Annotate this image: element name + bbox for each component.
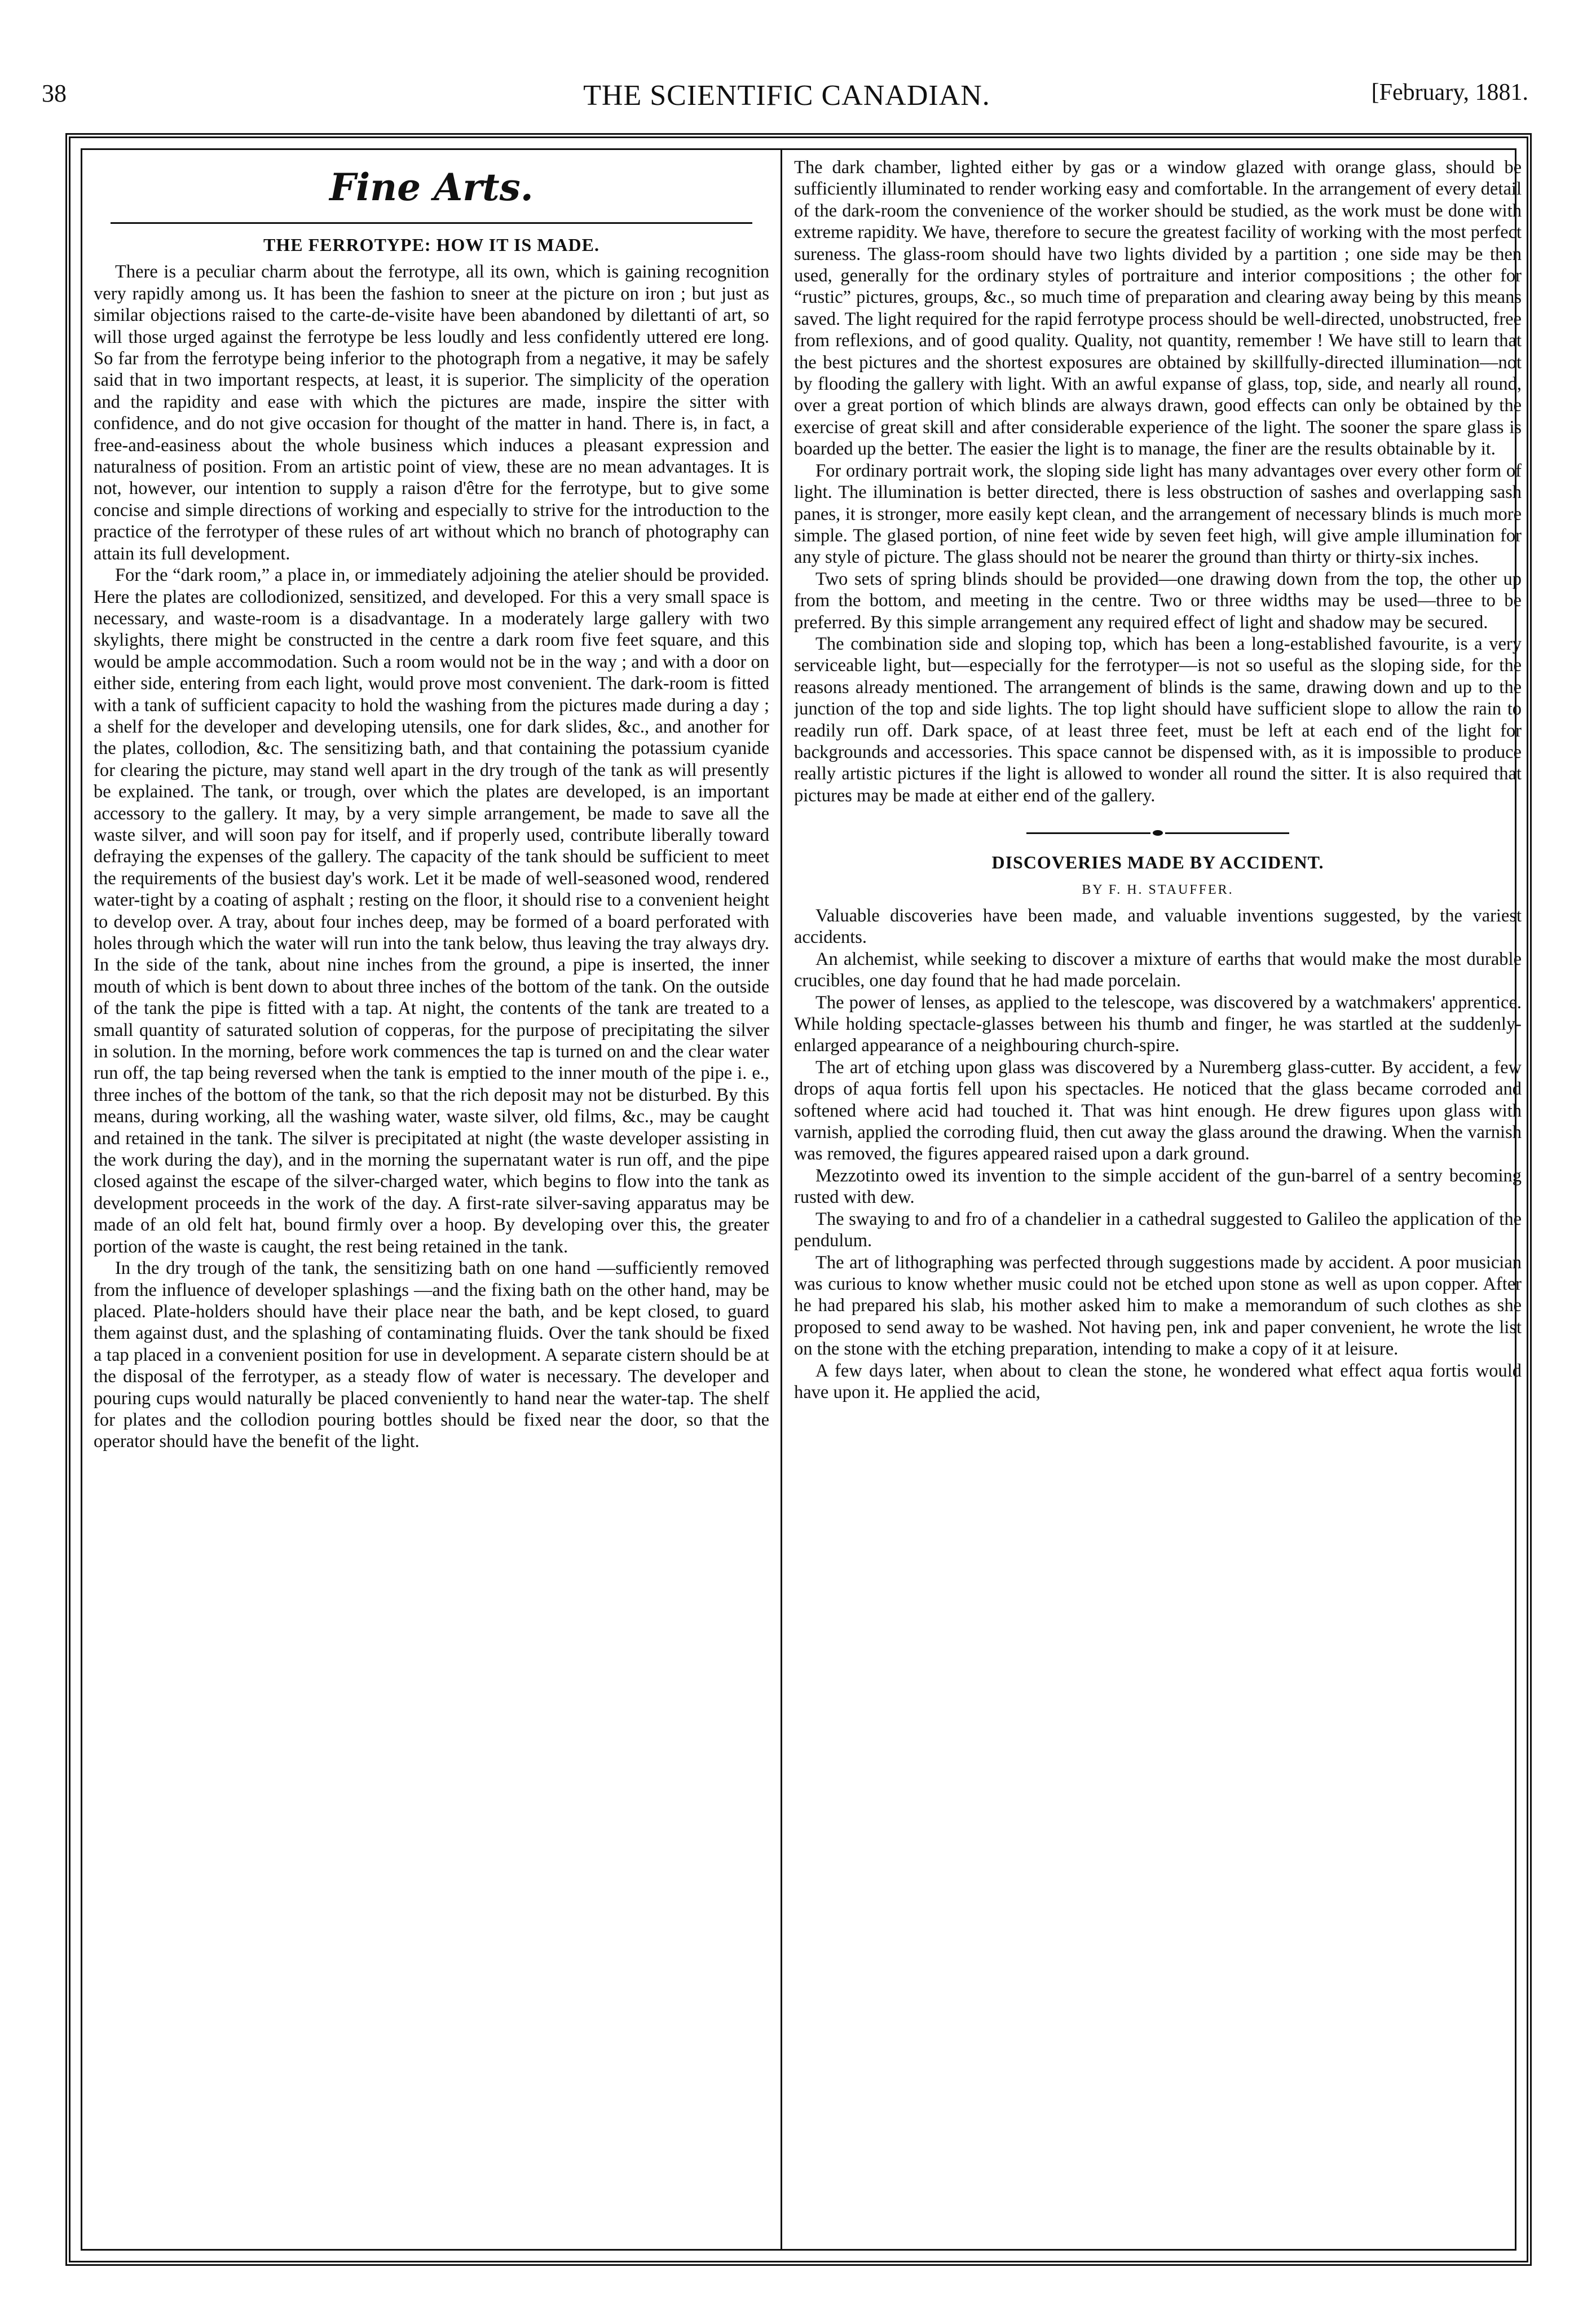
left-column [94,157,769,2242]
article-paragraph: Two sets of spring blinds should be provided—one drawing down from the top, the other up from the bottom, and meeting in the centre. Two or three widths may be used—three to be preferred. By this simple arrangement any required effect of light and shadow may be secured. [794,568,1522,633]
page-frame-inner [81,148,1522,2251]
article-title-discoveries: DISCOVERIES MADE BY ACCIDENT. [991,852,1324,873]
article-paragraph: For ordinary portrait work, the sloping side light has many advantages over every other form of light. The illumination is better directed, there is less obstruction of sashes and overlapping sash panes, it is stronger, more easily kept clean, and the arrangement of necessary blinds is much more simple. The glased portion, of nine feet wide by seven feet high, will give ample illumination for any style of picture. The glass should not be nearer the ground than thirty or thirty-six inches. [794,460,1522,568]
article-paragraph: The art of etching upon glass was discovered by a Nuremberg glass-cutter. By accident, a few drops of aqua fortis fell upon his spectacles. He noticed that the glass became corroded and softened where acid had touched it. That was hint enough. He drew figures upon glass with varnish, applied the corroding fluid, then cut away the glass around the drawing. When the varnish was removed, the figures appeared raised upon a dark ground. [794,1057,1522,1165]
byline: BY F. H. STAUFFER. [1082,882,1234,897]
article-paragraph: The art of lithographing was perfected through suggestions made by accident. A poor musician was curious to know whether music could not be etched upon stone as well as upon copper. After he had prepared his slab, his mother asked him to make a memorandum of such clothes as she proposed to send away to be washed. Not having pen, ink and paper convenient, he wrote the list on the stone with the etching preparation, intending to make a copy of it at leisure. [794,1252,1522,1360]
article-paragraph: The dark chamber, lighted either by gas or a window glazed with orange glass, should be sufficiently illuminated to render working easy and comfortable. In the arrangement of every detail of the dark-room the convenience of the worker should be studied, as the work must be done with extreme rapidity. We have, therefore to secure the greatest facility of working with the most perfect sureness. The glass-room should have two lights divided by a partition ; one side may be then used, generally for the ordinary styles of portraiture and interior compositions ; the other for “rustic” pictures, groups, &c., so much time of preparation and clearing away being by this means saved. The light required for the rapid ferrotype process should be well-directed, unobstructed, free from reflexions, and of good quality. Quality, not quantity, remember ! We have still to learn that the best pictures and the shortest exposures are obtained by skillfully-directed illumination—not by flooding the gallery with light. With an awful expanse of glass, top, side, and nearly all round, over a great portion of which blinds are always drawn, good effects can only be obtained by the exercise of great skill and after considerable experience of the light. The sooner the spare glass is boarded up the better. The easier the light is to manage, the finer are the results obtainable by it. [794,157,1522,460]
article-paragraph: There is a peculiar charm about the ferrotype, all its own, which is gaining recognition very rapidly among us. It has been the fashion to sneer at the picture on iron ; but just as similar objections raised to the carte-de-visite have been abandoned by dilettanti of art, so will those urged against the ferrotype be less loudly and less confidently uttered ere long. So far from the ferrotype being inferior to the photograph from a negative, it may be safely said that in two important respects, at least, it is superior. The simplicity of the operation and the rapidity and ease with which the pictures are made, inspire the sitter with confidence, and do not give occasion for thought of the matter in hand. There is, in fact, a free-and-easiness about the whole business which induces a pleasant expression and naturalness of position. From an artistic point of view, these are no mean advantages. It is not, however, our intention to supply a raison d'être for the ferrotype, but to give some concise and simple directions of working and especially to strive for the introduction to the practice of the ferrotyper of these rules of art without which no branch of photography can attain its full development. [94,262,769,564]
article-paragraph: In the dry trough of the tank, the sensitizing bath on one hand —sufficiently removed from the influence of developer splashings —and the fixing bath on the other hand, may be placed. Plate-holders should have their place near the bath, and be kept closed, to guard them against dust, and the splashing of contaminating fluids. Over the tank should be fixed a tap placed in a convenient position for use in development. A separate cistern should be at the disposal of the ferrotyper, as a steady flow of water is necessary. The developer and pouring cups would naturally be placed conveniently to hand near the water-tap. The shelf for plates and the collodion pouring bottles should be fixed near the door, so that the operator should have the benefit of the light. [94,1258,769,1452]
department-heading: Fine Arts. [329,165,534,209]
page-frame [65,133,1532,2266]
running-head [39,79,1534,124]
article-paragraph: For the “dark room,” a place in, or immediately adjoining the atelier should be provided. Here the plates are collodionized, sensitized, and developed. For this a very small space is necessary, and waste-room is a disadvantage. In a moderately large gallery with two skylights, there might be constructed in the centre a dark room five feet square, and this would be ample accommodation. Such a room would not be in the way ; and with a door on either side, entering from each light, would prove most convenient. The dark-room is fitted with a tank of sufficient capacity to hold the washing from the pictures made during a day ; a shelf for the developer and developing utensils, one for dark slides, &c., and another for the plates, collodion, &c. The sensitizing bath, and that containing the potassium cyanide for clearing the picture, may stand well apart in the dry trough of the tank as will presently be explained. The tank, or trough, over which the plates are developed, is an important accessory to the gallery. It may, by a very simple arrangement, be made to save all the waste silver, and will soon pay for itself, and if properly used, contribute liberally toward defraying the expenses of the gallery. The capacity of the tank should be sufficient to meet the requirements of the busiest day's work. Let it be made of well-seasoned wood, rendered water-tight by a coating of asphalt ; resting on the floor, it should rise to a convenient height to develop over. A tray, about four inches deep, may be formed of a board perforated with holes through which the water will run into the tank below, thus leaving the tray always dry. In the side of the tank, about nine inches from the ground, a pipe is inserted, the inner mouth of which is bent down to about three inches of the bottom of the tank. On the outside of the tank the pipe is fitted with a tap. At night, the contents of the tank are treated to a small quantity of saturated solution of copperas, for the purpose of precipitating the silver in solution. In the morning, before work commences the tap is turned on and the clear water run off, the tap being reversed when the tank is emptied to the inner mouth of the pipe i. e., three inches of the bottom of the tank, so that the rich deposit may not be disturbed. By this means, during working, all the washing water, waste silver, old films, &c., may be caught and retained in the tank. The silver is precipitated at night (the waste developer assisting in the work during the day), and in the morning the supernatant water is run off, and the pipe closed against the escape of the silver-charged water, which begins to flow into the tank as development proceeds in the work of the day. A first-rate silver-saving apparatus may be made of an old felt hat, bound firmly over a hoop. By developing over this, the greater portion of the waste is caught, the rest being retained in the tank. [94,565,769,1257]
article-paragraph: The combination side and sloping top, which has been a long-established favourite, is a very serviceable light, but—especially for the ferrotyper—is not so useful as the sloping side, for the reasons already mentioned. The arrangement of blinds is the same, drawing down and up to the junction of the top and side lights. The top light should have sufficient slope to allow the rain to readily run off. Dark space, of at least three feet, must be left at each end of the light for backgrounds and accessories. This space cannot be dispensed with, as it is impossible to produce really artistic pictures if the light is allowed to wonder all round the sitter. It is also required that pictures may be made at either end of the gallery. [794,633,1522,806]
journal-title: THE SCIENTIFIC CANADIAN. [583,80,990,112]
article-paragraph: The swaying to and fro of a chandelier in a cathedral suggested to Galileo the application of the pendulum. [794,1208,1522,1251]
article-paragraph: Mezzotinto owed its invention to the simple accident of the gun-barrel of a sentry becoming rusted with dew. [794,1165,1522,1208]
right-column [794,157,1522,2242]
section-divider-ornament [794,830,1522,836]
article-paragraph: An alchemist, while seeking to discover a mixture of earths that would make the most durable crucibles, one day found that he had made porcelain. [794,949,1522,991]
article-paragraph: Valuable discoveries have been made, and valuable inventions suggested, by the variest accidents. [794,906,1522,948]
heading-rule [111,222,752,224]
page-number: 38 [42,80,67,107]
article-title-ferrotype: THE FERROTYPE: HOW IT IS MADE. [263,235,599,255]
column-rule [781,150,782,2249]
article-paragraph: The power of lenses, as applied to the telescope, was discovered by a watchmakers' apprentice. While holding spectacle-glasses between his thumb and finger, he was startled at the suddenly-enlarged appearance of a neighbouring church-spire. [794,992,1522,1056]
issue-date: [February, 1881. [1371,80,1528,105]
article-paragraph: A few days later, when about to clean the stone, he wondered what effect aqua fortis would have upon it. He applied the acid, [794,1360,1522,1402]
